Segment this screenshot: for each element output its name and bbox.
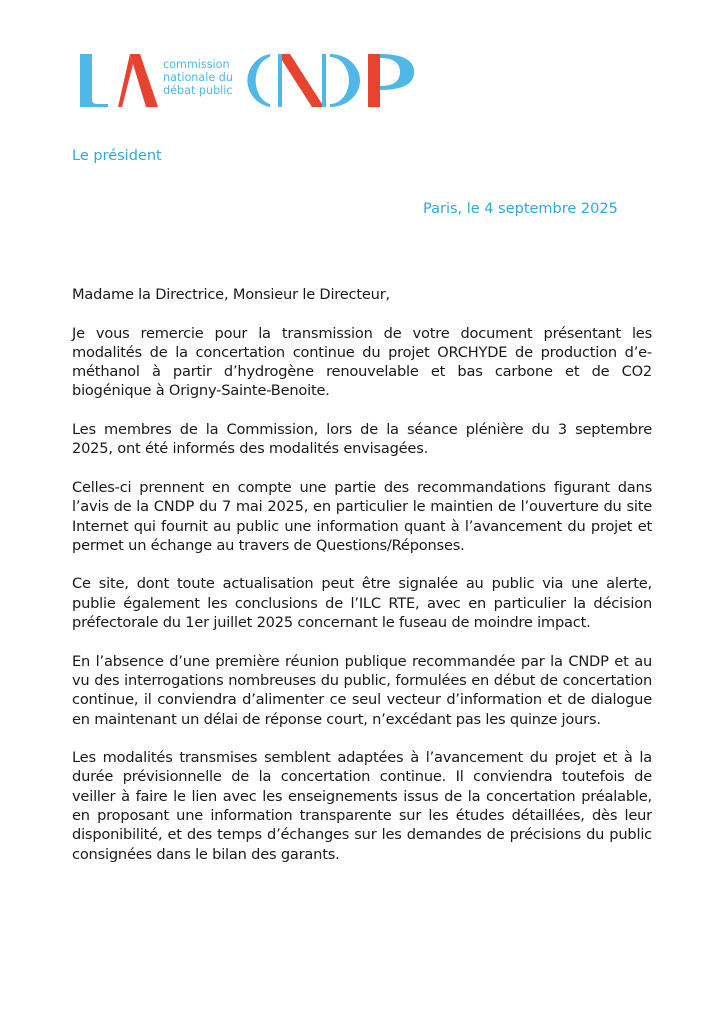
- letter-body: [72, 285, 652, 883]
- paragraph: Je vous remercie pour la transmission de votre document présentant les modalités de la concertation continue du projet ORCHYDE de production d’e-méthanol à partir d’hydrogène renouvelable et bas carbone et de CO2 biogénique à Origny-Sainte-Benoite.: [72, 324, 652, 400]
- paragraph: Ce site, dont toute actualisation peut être signalée au public via une alerte, publie également les conclusions de l’ILC RTE, avec en particulier la décision préfectorale du 1er juillet 2025 concernant le fuseau de moindre impact.: [72, 575, 652, 632]
- date-line: Paris, le 4 septembre 2025: [423, 201, 618, 217]
- logo-subtitle-line: débat public: [163, 84, 233, 97]
- logo-subtitle: [163, 58, 233, 97]
- sender-title: Le président: [72, 148, 162, 164]
- cndp-logo-mark-icon: [78, 50, 418, 108]
- paragraph: En l’absence d’une première réunion publique recommandée par la CNDP et au vu des interrogations nombreuses du public, formulées en début de concertation continue, il conviendra d’alimenter ce seul vecteur d’information et de dialogue en maintenant un délai de réponse court, n’excédant pas les quinze jours.: [72, 652, 652, 728]
- paragraph: Les modalités transmises semblent adaptées à l’avancement du projet et à la durée prévisionnelle de la concertation continue. Il conviendra toutefois de veiller à faire le lien avec les enseignements issus de la concertation préalable, en proposant une information transparente sur les études détaillées, dès leur disponibilité, et des temps d’échanges sur les demandes de précisions du public consignées dans le bilan des garants.: [72, 749, 652, 863]
- cndp-logo: [78, 50, 418, 108]
- salutation: Madame la Directrice, Monsieur le Directeur,: [72, 286, 390, 303]
- paragraph: Celles-ci prennent en compte une partie des recommandations figurant dans l’avis de la CNDP du 7 mai 2025, en particulier le maintien de l’ouverture du site Internet qui fournit au public une information quant à l’avancement du projet et permet un échange au travers de Questions/Réponses.: [72, 478, 652, 554]
- paragraph: Les membres de la Commission, lors de la séance plénière du 3 septembre 2025, ont été informés des modalités envisagées.: [72, 421, 652, 458]
- logo-subtitle-line: nationale du: [163, 71, 233, 84]
- logo-subtitle-line: commission: [163, 58, 230, 71]
